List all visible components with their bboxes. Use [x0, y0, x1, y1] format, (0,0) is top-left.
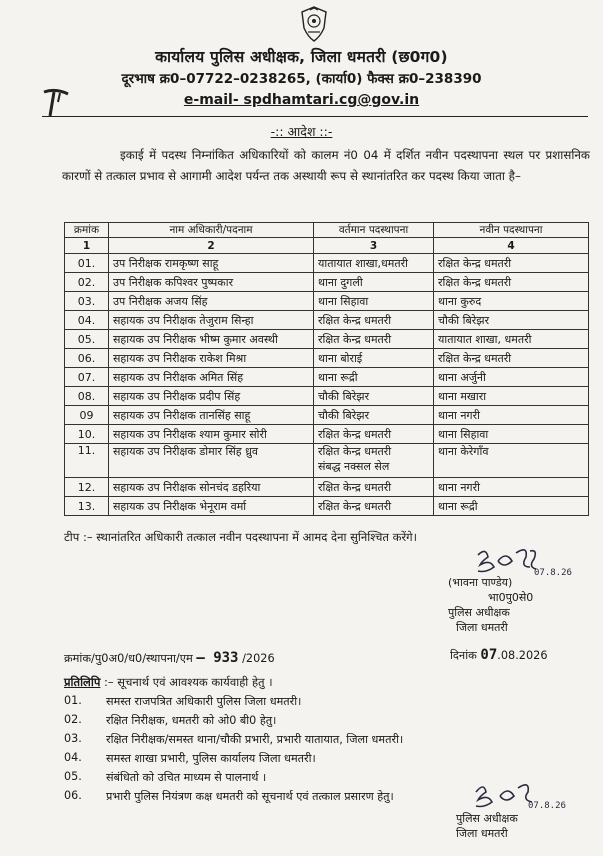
row-serial: 10.	[65, 425, 109, 444]
police-emblem-icon	[300, 6, 328, 42]
table-header-row	[65, 223, 589, 238]
list-item-number: 01.	[64, 694, 82, 707]
current-posting-attachment: संबद्ध नक्सल सेल	[318, 460, 390, 473]
row-new-posting: थाना सिहावा	[434, 425, 589, 444]
row-current-posting: थाना रूद्री	[314, 368, 434, 387]
header-name: नाम अधिकारी/पदनाम	[109, 223, 314, 238]
row-new-posting: थाना नगरी	[434, 406, 589, 425]
signer-name: (भावना पाण्डेय)	[448, 576, 513, 589]
signer-service: भा0पु0से0	[488, 591, 534, 604]
row-officer-name: सहायक उप निरीक्षक डोमार सिंह ध्रुव	[109, 444, 314, 478]
order-date: दिनांक 07.08.2026	[450, 647, 548, 663]
row-officer-name: उप निरीक्षक रामकृष्ण साहू	[109, 254, 314, 273]
office-email[interactable]: e-mail- spdhamtari.cg@gov.in	[183, 92, 420, 108]
row-serial: 02.	[65, 273, 109, 292]
row-new-posting: थाना रूद्री	[434, 497, 589, 516]
office-phone: दूरभाष क्र0–07722–0238265, (कार्या0) फैक्स क्र0–238390	[121, 71, 482, 87]
row-officer-name: सहायक उप निरीक्षक अमित सिंह	[109, 368, 314, 387]
order-number: क्रमांक/पु0अ0/ध0/स्थापना/एम – 933 /2026	[64, 650, 275, 666]
header-rule	[42, 116, 588, 117]
signature-icon	[470, 778, 580, 812]
row-officer-name: उप निरीक्षक अजय सिंह	[109, 292, 314, 311]
row-current-posting	[314, 444, 434, 478]
table-row	[65, 254, 589, 273]
pin-mark-icon	[40, 88, 72, 118]
header-current: वर्तमान पदस्थापना	[314, 223, 434, 238]
row-current-posting: रक्षित केन्द्र धमतरी	[314, 425, 434, 444]
list-item-text: संबंधितो को उचित माध्यम से पालनार्थ ।	[106, 771, 267, 784]
table-row	[65, 349, 589, 368]
signer2-designation: पुलिस अधीक्षक	[456, 812, 518, 825]
col-number: 4	[434, 238, 589, 254]
row-new-posting: चौकी बिरेझर	[434, 311, 589, 330]
table-row	[65, 273, 589, 292]
list-item	[64, 751, 584, 770]
row-new-posting: रक्षित केन्द्र धमतरी	[434, 349, 589, 368]
row-new-posting: थाना केरेगाँव	[434, 444, 589, 478]
row-current-posting: रक्षित केन्द्र धमतरी	[314, 330, 434, 349]
row-officer-name: सहायक उप निरीक्षक भीष्म कुमार अवस्थी	[109, 330, 314, 349]
list-item	[64, 732, 584, 751]
row-officer-name: सहायक उप निरीक्षक राकेश मिश्रा	[109, 349, 314, 368]
row-serial: 13.	[65, 497, 109, 516]
svg-text:07.8.26: 07.8.26	[528, 801, 566, 811]
list-item-number: 05.	[64, 770, 82, 783]
list-item-number: 02.	[64, 713, 82, 726]
list-item-number: 03.	[64, 732, 82, 745]
table-row	[65, 425, 589, 444]
row-current-posting: रक्षित केन्द्र धमतरी	[314, 497, 434, 516]
row-current-posting: चौकी बिरेझर	[314, 406, 434, 425]
list-item-text: प्रभारी पुलिस नियंत्रण कक्ष धमतरी को सूचनार्थ एवं तत्काल प्रसारण हेतु।	[106, 790, 394, 803]
signer-district: जिला धमतरी	[456, 621, 508, 634]
row-new-posting: यातायात शाखा, धमतरी	[434, 330, 589, 349]
row-new-posting: रक्षित केन्द्र धमतरी	[434, 254, 589, 273]
row-serial: 09	[65, 406, 109, 425]
row-serial: 01.	[65, 254, 109, 273]
row-officer-name: सहायक उप निरीक्षक सोनचंद डहरिया	[109, 478, 314, 497]
table-row	[65, 478, 589, 497]
header-serial: क्रमांक	[65, 223, 109, 238]
row-serial: 03.	[65, 292, 109, 311]
row-current-posting: रक्षित केन्द्र धमतरी	[314, 311, 434, 330]
row-serial: 11.	[65, 444, 109, 478]
order-number-handwritten: – 933	[196, 650, 239, 666]
copy-heading: प्रतिलिपि :– सूचनार्थ एवं आवश्यक कार्यवाही हेतु ।	[64, 675, 273, 689]
row-officer-name: सहायक उप निरीक्षक तानसिंह साहू	[109, 406, 314, 425]
row-officer-name: सहायक उप निरीक्षक प्रदीप सिंह	[109, 387, 314, 406]
row-current-posting: चौकी बिरेझर	[314, 387, 434, 406]
header-new: नवीन पदस्थापना	[434, 223, 589, 238]
col-number: 3	[314, 238, 434, 254]
signer2-district: जिला धमतरी	[456, 827, 508, 840]
signature-block-2	[456, 811, 518, 841]
list-item-number: 06.	[64, 789, 82, 802]
order-title: -:: आदेश ::-	[270, 124, 333, 139]
row-serial: 06.	[65, 349, 109, 368]
row-new-posting: थाना मखारा	[434, 387, 589, 406]
row-officer-name: सहायक उप निरीक्षक भेनूराम वर्मा	[109, 497, 314, 516]
list-item-text: समस्त राजपत्रित अधिकारी पुलिस जिला धमतरी।	[106, 695, 302, 708]
list-item-text: समस्त शाखा प्रभारी, पुलिस कार्यालय जिला धमतरी।	[106, 752, 316, 765]
list-item-text: रक्षित निरीक्षक, धमतरी को ओ0 बी0 हेतु।	[106, 714, 277, 727]
row-serial: 04.	[65, 311, 109, 330]
row-current-posting: रक्षित केन्द्र धमतरी	[314, 478, 434, 497]
row-new-posting: थाना नगरी	[434, 478, 589, 497]
current-posting-line: रक्षित केन्द्र धमतरी	[318, 445, 392, 458]
col-number: 1	[65, 238, 109, 254]
table-row	[65, 387, 589, 406]
row-current-posting: थाना बोराई	[314, 349, 434, 368]
signer-designation: पुलिस अधीक्षक	[448, 606, 510, 619]
row-serial: 08.	[65, 387, 109, 406]
transfer-table	[64, 222, 589, 516]
order-day-handwritten: 07	[480, 647, 498, 663]
col-number: 2	[109, 238, 314, 254]
note-text: टीप :– स्थानांतरित अधिकारी तत्काल नवीन पदस्थापना में आमद देना सुनिश्चित करेंगे।	[64, 530, 418, 544]
row-current-posting: यातायात शाखा,धमतरी	[314, 254, 434, 273]
list-item	[64, 713, 584, 732]
row-current-posting: थाना सिहावा	[314, 292, 434, 311]
table-row	[65, 292, 589, 311]
row-new-posting: रक्षित केन्द्र धमतरी	[434, 273, 589, 292]
svg-text:07.8.26: 07.8.26	[534, 568, 572, 578]
table-row	[65, 330, 589, 349]
list-item-text: रक्षित निरीक्षक/समस्त थाना/चौकी प्रभारी, प्रभारी यातायात, जिला धमतरी।	[106, 733, 404, 746]
list-item-number: 04.	[64, 751, 82, 764]
row-new-posting: थाना कुरुद	[434, 292, 589, 311]
row-serial: 05.	[65, 330, 109, 349]
row-officer-name: सहायक उप निरीक्षक तेजुराम सिन्हा	[109, 311, 314, 330]
signature-block-1	[448, 575, 533, 635]
table-column-numbers	[65, 238, 589, 254]
table-row	[65, 311, 589, 330]
row-current-posting: थाना दुगली	[314, 273, 434, 292]
table-row	[65, 497, 589, 516]
office-title: कार्यालय पुलिस अधीक्षक, जिला धमतरी (छ0ग0)	[155, 48, 448, 66]
row-officer-name: उप निरीक्षक कपिश्वर पुष्पकार	[109, 273, 314, 292]
row-serial: 12.	[65, 478, 109, 497]
table-row	[65, 444, 589, 478]
list-item	[64, 694, 584, 713]
row-new-posting: थाना अर्जुनी	[434, 368, 589, 387]
table-row	[65, 406, 589, 425]
table-row	[65, 368, 589, 387]
row-officer-name: सहायक उप निरीक्षक श्याम कुमार सोरी	[109, 425, 314, 444]
row-serial: 07.	[65, 368, 109, 387]
order-intro: इकाई में पदस्थ निम्नांकित अधिकारियों को कालम नं0 04 में दर्शित नवीन पदस्थापना स्थल पर प्रशासनिक कारणों से तत्काल प्रभाव से आगामी आदेश पर्यन्त तक अस्थायी रूप से स्थानांतरित कर पदस्थ किया जाता है–	[62, 148, 590, 183]
